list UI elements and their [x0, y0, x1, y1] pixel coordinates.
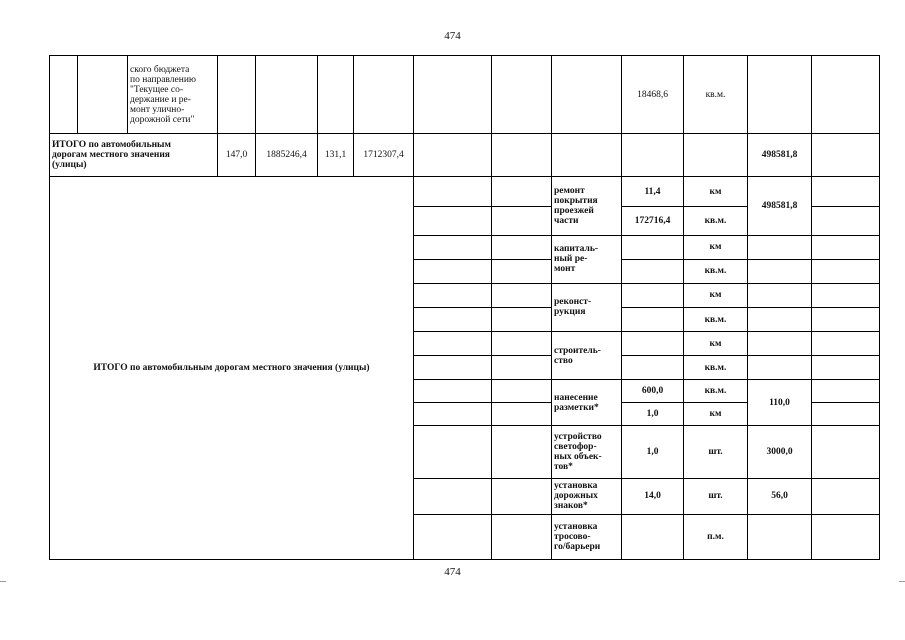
work-qty: 1,0: [622, 426, 684, 478]
table-row: [50, 177, 880, 206]
work-name: ремонт покрытия проезжей части: [552, 177, 622, 235]
unit-cell: кв.м.: [684, 56, 748, 134]
work-qty: [622, 235, 684, 259]
total-value-1: 147,0: [218, 134, 256, 177]
page-number-top: 474: [444, 30, 461, 42]
work-amount: 56,0: [748, 478, 812, 514]
work-qty: [622, 356, 684, 380]
quantity-cell: 18468,6: [622, 56, 684, 134]
table-row: [50, 56, 880, 134]
work-amount: [748, 514, 812, 559]
work-name: капиталь- ный ре- монт: [552, 235, 622, 283]
work-qty: 11,4: [622, 177, 684, 206]
work-unit: кв.м.: [684, 259, 748, 283]
scan-mark-left: [0, 581, 6, 582]
work-name: устройство светофор- ных объек- тов*: [552, 426, 622, 478]
total-amount: 498581,8: [748, 134, 812, 177]
budget-item-name: ского бюджета по направлению "Текущее со- держание и ре- монт улично- дорожной сети": [128, 56, 218, 134]
work-qty: [622, 332, 684, 356]
work-amount: 498581,8: [748, 177, 812, 235]
work-qty: 600,0: [622, 380, 684, 403]
scan-mark-right: [899, 581, 905, 582]
budget-table: [49, 55, 880, 560]
work-qty: 1,0: [622, 403, 684, 426]
total-label: ИТОГО по автомобильным дорогам местного значения (улицы): [50, 134, 218, 177]
work-qty: [622, 283, 684, 307]
summary-label: ИТОГО по автомобильным дорогам местного значения (улицы): [50, 177, 414, 560]
work-amount: 3000,0: [748, 426, 812, 478]
work-name: реконст- рукция: [552, 283, 622, 331]
work-name: нанесение разметки*: [552, 380, 622, 426]
work-name: установка дорожных знаков*: [552, 478, 622, 514]
work-unit: кв.м.: [684, 307, 748, 331]
page-number-bottom: 474: [444, 566, 461, 578]
work-unit: кв.м.: [684, 356, 748, 380]
work-amount: 110,0: [748, 380, 812, 426]
total-value-3: 131,1: [318, 134, 354, 177]
work-unit: шт.: [684, 426, 748, 478]
work-name: строитель- ство: [552, 332, 622, 380]
work-unit: кв.м.: [684, 380, 748, 403]
work-unit: км: [684, 403, 748, 426]
work-unit: км: [684, 283, 748, 307]
work-unit: км: [684, 177, 748, 206]
work-unit: кв.м.: [684, 206, 748, 235]
work-qty: [622, 259, 684, 283]
work-qty: [622, 514, 684, 559]
work-unit: км: [684, 235, 748, 259]
work-unit: км: [684, 332, 748, 356]
total-value-4: 1712307,4: [354, 134, 414, 177]
work-qty: 172716,4: [622, 206, 684, 235]
work-qty: 14,0: [622, 478, 684, 514]
work-unit: п.м.: [684, 514, 748, 559]
work-name: установка тросово- го/барьери: [552, 514, 622, 559]
work-unit: шт.: [684, 478, 748, 514]
total-row: [50, 134, 880, 177]
total-value-2: 1885246,4: [256, 134, 318, 177]
work-qty: [622, 307, 684, 331]
